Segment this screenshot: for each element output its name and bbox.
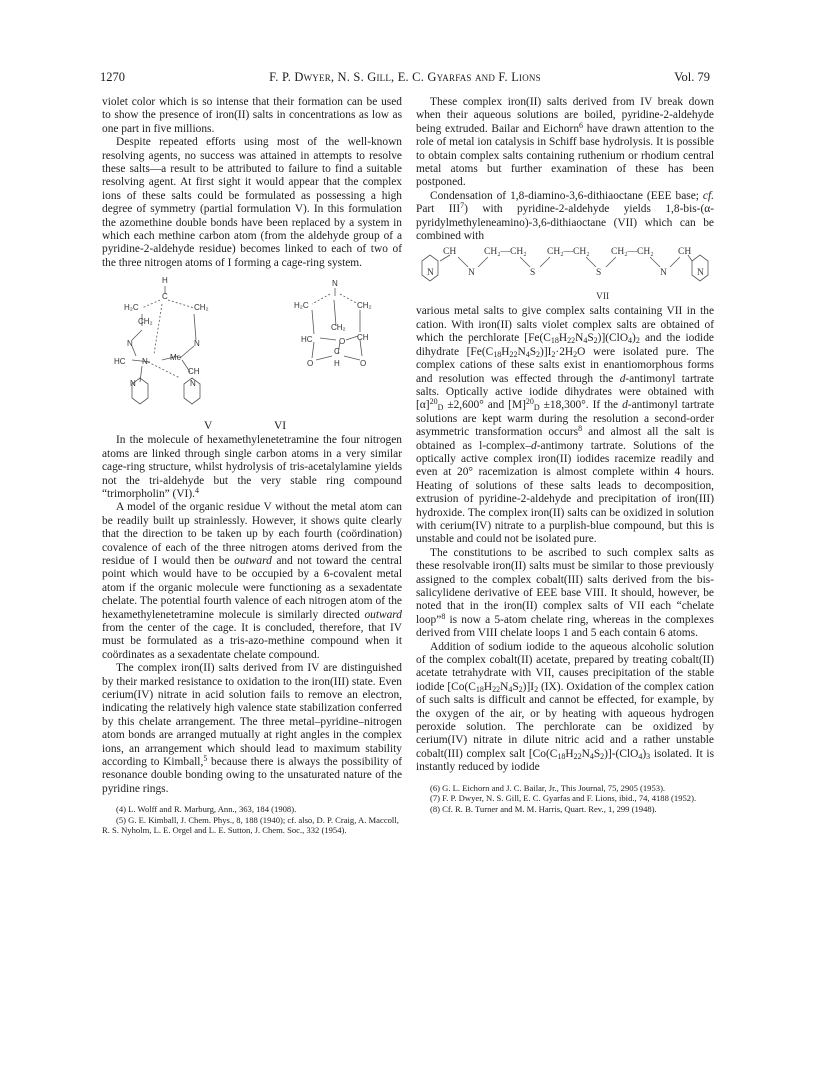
atom-label: N — [194, 339, 200, 349]
atom-label: CH₂—CH₂ — [611, 247, 654, 258]
atom-label: N — [142, 357, 148, 367]
structure-vii-figure — [416, 245, 714, 301]
page-number: 1270 — [100, 70, 125, 84]
footnote-5: (5) G. E. Kimball, J. Chem. Phys., 8, 188 (1940); cf. also, D. P. Craig, A. Maccoll, R. S. Nyholm, L. E. Orgel and L. E. Sutton, J. Chem. Soc., 332 (1954). — [102, 814, 399, 836]
left-column — [102, 96, 402, 835]
paragraph: Despite repeated efforts using most of the well-known resolving agents, no success was attained in attempts to resolve these salts—a result to be attributed to failure to find a suitable resolving agent. At first sight it would appear that the complex ions of these salts could be formulated as possessing a high degree of symmetry (partial formulation V). In this formulation the azomethine double bonds have been replaced by a system in which each methine carbon atom (from the aldehyde group of a pyridine-2-aldehyde residue) becomes linked to each of two of the three nitrogen atoms of I forming a cage-ring system. — [102, 136, 402, 269]
atom-label: CH₂ — [138, 317, 153, 327]
atom-label: CH₂ — [357, 301, 372, 311]
paragraph: The constitutions to be ascribed to such complex salts as these resolvable iron(II) salts must be similar to those previously assigned to the complex cobalt(III) salts derived from the bis-salicylidene derivative of EEE base VIII. It should, however, be noted that in the iron(II) complex salts of VII each “chelate loop”$^8$ is now a 5-atom chelate ring, whereas in the complexes derived from VIII chelate loops 1 and 5 each contain 6 atoms. — [416, 546, 714, 640]
atom-label: C — [162, 292, 168, 302]
footnotes-right — [416, 783, 714, 814]
atom-label: CH₂ — [194, 303, 209, 313]
atom-label: Me — [170, 353, 182, 363]
structure-v-label: V — [204, 420, 213, 433]
atom-label: CH₂ — [331, 323, 346, 333]
atom-label: H₂C — [294, 301, 309, 311]
paragraph: In the molecule of hexamethylenetetramine the four nitrogen atoms are linked through single carbon atoms in a very similar cage-ring structure, whilst hydrolysis of tris-acetalylamine yields not the tri-aldehyde but the very stable ring compound “trimorpholin” (VI).$^4$ — [102, 434, 402, 500]
atom-label: H — [334, 359, 340, 369]
atom-label: C — [334, 347, 340, 357]
atom-label: S — [530, 268, 536, 279]
atom-label: HC — [301, 335, 313, 345]
paragraph: Addition of sodium iodide to the aqueous alcoholic solution of the complex cobalt(II) acetate, prepared by treating cobalt(II) acetate tetrahydrate with VII, causes precipitation of the stable iodide $[Co(C_{18}H_{22}N_4S_2)]I_2$ (IX). Oxidation of the complex cation of such salts is difficult and cannot be effected, for example, by the oxygen of the air, or by heating with aqueous hydrogen peroxide solution. The perchlorate can be oxidized by cerium(IV) nitrate in dilute nitric acid and a rather unstable cobalt(III) complex salt $[Co(C_{18}H_{22}N_4S_2)]-(ClO_4)_3$ isolated. It is instantly reduced by iodide — [416, 640, 715, 774]
paragraph: violet color which is so intense that their formation can be used to show the presence of iron(II) salts in concentrations as low as one part in five millions. — [102, 96, 402, 135]
atom-label: H — [162, 276, 168, 286]
atom-label: CH — [188, 367, 200, 377]
structure-vi-label: VI — [274, 420, 287, 433]
atom-label: HC — [114, 357, 126, 367]
atom-label: N — [697, 268, 704, 279]
atom-label: N — [660, 268, 667, 279]
atom-label: CH — [357, 333, 369, 343]
atom-label: O — [339, 337, 346, 347]
paragraph: The complex iron(II) salts derived from IV are distinguished by their marked resistance to oxidation to the iron(III) state. Even cerium(IV) nitrate in acid solution fails to remove an electron, indicating the relatively high valence state stabilization conferred by this chelate arrangement. The three metal–pyridine–nitrogen atom bonds are arranged mutually at right angles in the complex ions, an arrangement which should lead to maximum stability according to Kimball,$^5$ because there is always the possibility of resonance double bonding owing to the unsaturated nature of the pyridine rings. — [102, 662, 402, 795]
atom-label: CH — [443, 247, 457, 258]
structure-vii-label: VII — [596, 292, 610, 302]
footnote-7: (7) F. P. Dwyer, N. S. Gill, E. C. Gyarfas and F. Lions, ibid., 74, 4188 (1952). — [430, 793, 697, 804]
atom-label: O — [360, 359, 367, 369]
atom-label: N — [130, 379, 136, 389]
paragraph: These complex iron(II) salts derived from IV break down when their aqueous solutions are boiled, pyridine-2-aldehyde being extruded. Bailar and Eichorn$^6$ have drawn attention to the role of metal ion catalysis in Schiff base hydrolysis. It is possible to obtain complex salts containing ruthenium or rhodium central metal atoms but further examination of these has been postponed. — [416, 96, 714, 189]
page-header — [100, 70, 710, 88]
footnote-8: (8) Cf. R. B. Turner and M. M. Harris, Quart. Rev., 1, 299 (1948). — [430, 803, 657, 814]
atom-label: N — [427, 268, 434, 279]
atom-label: O — [307, 359, 314, 369]
atom-label: N — [468, 268, 475, 279]
atom-label: H₂C — [124, 303, 139, 313]
atom-label: CH — [678, 247, 692, 258]
footnote-4: (4) L. Wolff and R. Marburg, Ann., 363, 184 (1908). — [116, 804, 297, 815]
atom-label: N — [190, 379, 196, 389]
atom-label: CH₂—CH₂ — [484, 247, 527, 258]
paragraph: various metal salts to give complex salts containing VII in the cation. With iron(II) salts violet complex salts are obtained of which the perchlorate $[Fe(C_{18}H_{22}N_4S_2)](ClO_4)_2$ and the iodide dihydrate $[Fe(C_{18}H_{22}N_4S_2)]I_2\cdot 2H_2O$ were isolated pure. The complex cations of these salts exist in enantiomorphous forms and resolution was effected through the d-antimonyl tartrate salts. Optically active iodide dihydrates were obtained with $[\alpha]^{20}_D \pm 2,600^\circ$ and $[M]^{20}_D \pm 18,300^\circ$. If the d-antimonyl tartrate solutions are kept warm during the resolution a second-order asymmetric transformation occurs$^8$ and almost all the salt is obtained as l-complex–d-antimony tartrate. Solutions of the optically active complex iron(II) iodides racemize readily and even at 20° racemization is almost complete within 4 hours. Heating of solutions of these salts leads to decomposition, extrusion of pyridine-2-aldehyde and precipitation of iron(III) hydroxide. The complex iron(II) salts can be oxidized in solution with cerium(IV) nitrate to a purplish-blue compound, but this is unstable and could not be isolated pure. — [416, 305, 714, 546]
structure-v-vi-drawing — [102, 274, 402, 432]
atom-label: N — [332, 279, 338, 289]
footnotes-left — [102, 804, 402, 835]
atom-label: S — [596, 268, 602, 279]
structures-v-vi-figure — [102, 274, 402, 432]
atom-label: CH₂—CH₂ — [547, 247, 590, 258]
right-column — [416, 96, 714, 814]
running-title-authors: F. P. Dwyer, N. S. Gill, E. C. Gyarfas and F. Lions — [269, 70, 541, 84]
atom-label: N — [127, 339, 133, 349]
volume-label: Vol. 79 — [674, 70, 710, 84]
paragraph: A model of the organic residue V without the metal atom can be readily built up strainlessly. However, it shows quite clearly that the direction to be taken up by each fourth (coördination) covalence of each of the three nitrogen atoms derived from the residue of I would then be outward and not toward the central point which would have to be occupied by a 6-covalent metal atom if the organic molecule were functioning as a sexadentate chelate. The potential fourth valence of each nitrogen atom of the hexamethylenetetramine molecule is similarly directed outward from the center of the cage. It is concluded, therefore, that IV must be formulated as a tris-azo-methine compound when it coördinates as a sexadentate chelate compound. — [102, 501, 402, 661]
paragraph: Condensation of 1,8-diamino-3,6-dithiaoctane (EEE base; cf. Part III$^7$) with pyridine-2-aldehyde yields 1,8-bis-(α-pyridylmethyleneamino)-3,6-dithiaoctane (VII) which can be combined with — [416, 189, 715, 243]
structure-vii-drawing — [416, 245, 714, 301]
footnote-6: (6) G. L. Eichorn and J. C. Bailar, Jr., This Journal, 75, 2905 (1953). — [430, 782, 666, 793]
